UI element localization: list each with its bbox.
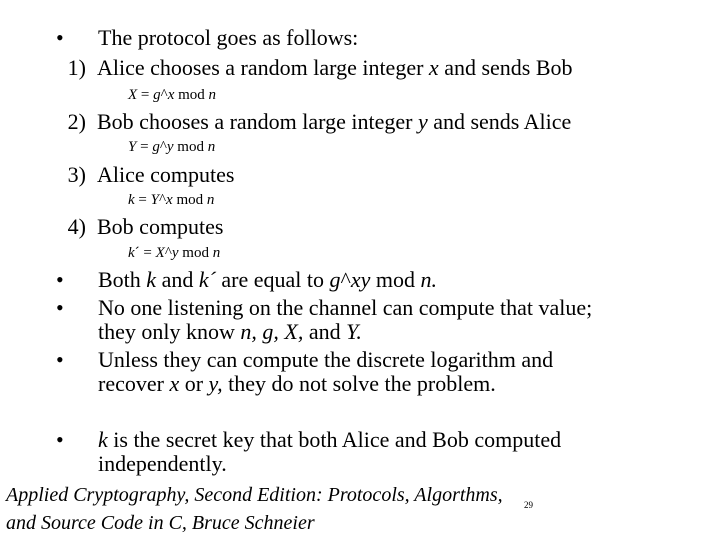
citation-line1: Applied Cryptography, Second Edition: Protocols, Algorthms, [6,484,503,506]
bullet-text-line1: Unless they can compute the discrete logarithm and [98,347,554,372]
intro-text: The protocol goes as follows: [98,25,359,50]
step-3-formula: k = Y^x mod n [128,192,215,208]
citation-line2: and Source Code in C, Bruce Schneier [6,512,315,534]
step-text: Alice computes [97,162,235,187]
bullet-marker: • [56,267,64,292]
page-number: 29 [524,500,533,510]
step-number: 4) [67,214,86,239]
bullet-marker: • [56,347,64,372]
bullet-marker: • [56,25,64,50]
bullet-marker: • [56,295,64,320]
bullet-marker: • [56,427,64,452]
bullet-text-line1: No one listening on the channel can compute that value; [98,295,593,320]
step-text: Bob computes [97,214,224,239]
bullet-listener-line2: they only know n, g, X, and Y. [98,319,362,344]
step-4-formula: k´ = X^y mod n [128,245,221,261]
step-2-formula: Y = g^y mod n [128,139,216,155]
step-number: 2) [67,109,86,134]
step-1-formula: X = g^x mod n [128,87,217,103]
bullet-text: Both k and k´ are equal to g^xy mod n. [98,267,438,292]
step-number: 3) [67,162,86,187]
step-text: Alice chooses a random large integer x and sends Bob [97,55,573,80]
step-number: 1) [67,55,86,80]
step-text: Bob chooses a random large integer y and sends Alice [97,109,572,134]
bullet-discrete-log-line2: recover x or y, they do not solve the problem. [98,371,496,396]
bullet-text-line1: k is the secret key that both Alice and Bob computed [98,427,562,452]
bullet-secret-key-line2: independently. [98,451,227,476]
